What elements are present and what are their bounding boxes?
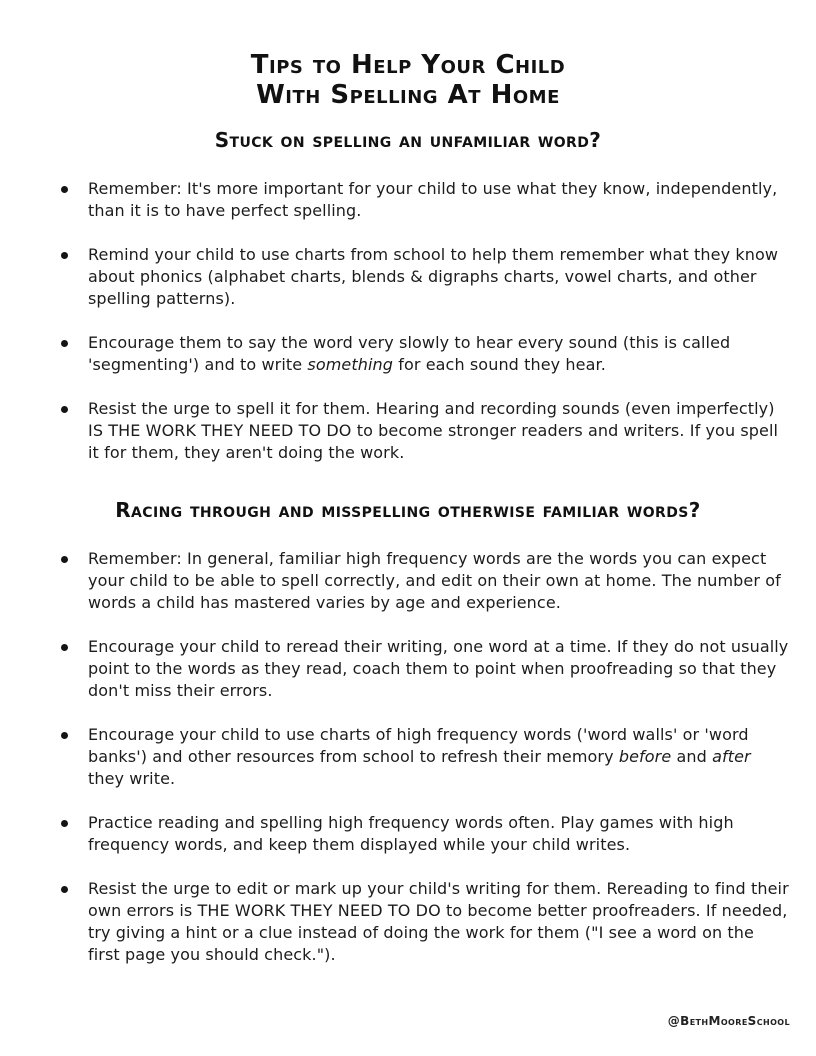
bullet-item — [88, 178, 790, 222]
bullet-marker — [61, 820, 68, 827]
bullet-marker — [61, 886, 68, 893]
text-segment: and — [671, 747, 713, 766]
bullet-item — [88, 398, 790, 464]
bullet-item — [88, 812, 790, 856]
bullet-marker — [61, 406, 68, 413]
text-segment: Remember: In general, familiar high frequency words are the words you can expect your child to be able to spell correctly, and edit on their own at home. The number of words a child has mastered varies by age and experience. — [88, 549, 781, 612]
bullet-item — [88, 548, 790, 614]
text-segment: they write. — [88, 769, 176, 788]
bullet-list-familiar-words — [0, 548, 816, 966]
bullet-list-unfamiliar-words — [0, 178, 816, 464]
bullet-item — [88, 878, 790, 966]
section-heading-unfamiliar-words: Stuck on spelling an unfamiliar word? — [214, 128, 602, 152]
author-credit: @BethMooreSchool — [667, 1014, 790, 1028]
bullet-marker — [61, 644, 68, 651]
text-segment: Remind your child to use charts from school to help them remember what they know about phonics (alphabet charts, blends & digraphs charts, vowel charts, and other spelling patterns). — [88, 245, 779, 308]
emphasis-text: after — [712, 747, 751, 766]
text-segment: for each sound they hear. — [393, 355, 606, 374]
page-title-line-1: Tips to Help Your Child — [250, 50, 566, 80]
bullet-marker — [61, 556, 68, 563]
bullet-marker — [61, 732, 68, 739]
text-segment: Encourage your child to reread their writing, one word at a time. If they do not usually point to the words as they read, coach them to point when proofreading so that they don't miss their errors. — [88, 637, 789, 700]
bullet-item — [88, 724, 790, 790]
bullet-item — [88, 636, 790, 702]
page-title — [0, 0, 816, 110]
bullet-marker — [61, 252, 68, 259]
bullet-marker — [61, 186, 68, 193]
text-segment: Resist the urge to edit or mark up your child's writing for them. Rereading to find their own errors is THE WORK THEY NEED TO DO to become better proofreaders. If needed, try giving a hint or a clue instead of doing the work for them ("I see a word on the first page you should check."). — [88, 879, 789, 964]
bullet-marker — [61, 340, 68, 347]
text-segment: Practice reading and spelling high frequency words often. Play games with high frequency words, and keep them displayed while your child writes. — [88, 813, 734, 854]
emphasis-text: before — [618, 747, 672, 766]
emphasis-text: something — [307, 355, 394, 374]
page-title-line-2: With Spelling At Home — [256, 80, 560, 110]
text-segment: Encourage them to say the word very slowly to hear every sound (this is called 'segmenting') and to write — [88, 333, 731, 374]
bullet-item — [88, 244, 790, 310]
section-heading-familiar-words: Racing through and misspelling otherwise familiar words? — [115, 498, 701, 522]
text-segment: Resist the urge to spell it for them. Hearing and recording sounds (even imperfectly) IS THE WORK THEY NEED TO DO to become stronger readers and writers. If you spell it for them, they aren't doing the work. — [88, 399, 779, 462]
text-segment: Remember: It's more important for your child to use what they know, independently, than it is to have perfect spelling. — [88, 179, 778, 220]
bullet-item — [88, 332, 790, 376]
text-segment: Encourage your child to use charts of high frequency words ('word walls' or 'word banks') and other resources from school to refresh their memory — [88, 725, 749, 766]
